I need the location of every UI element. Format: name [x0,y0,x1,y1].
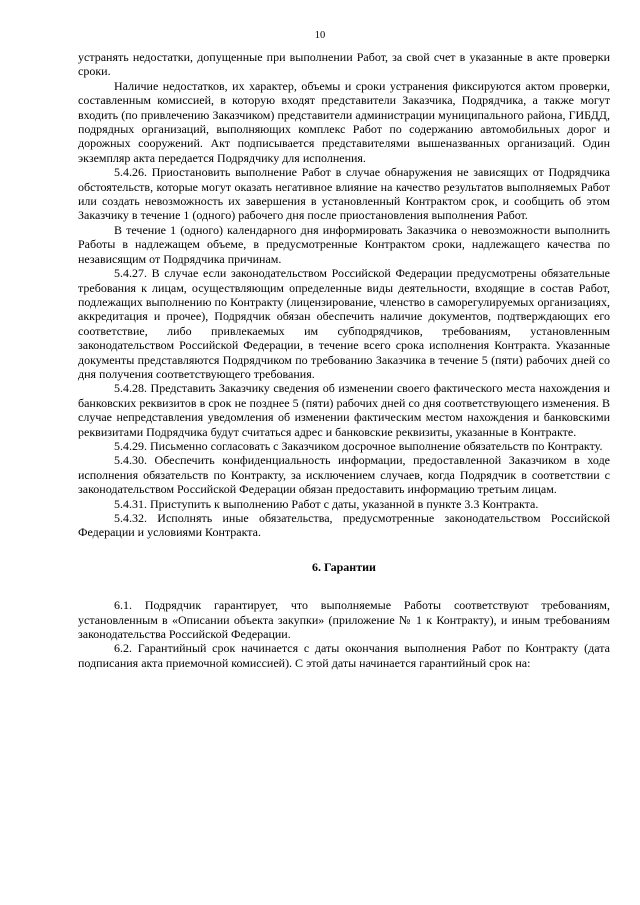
paragraph-5-4-31: 5.4.31. Приступить к выполнению Работ с даты, указанной в пункте 3.3 Контракта. [114,496,539,511]
paragraph-5-4-29: 5.4.29. Письменно согласовать с Заказчиком досрочное выполнение обязательств по Контракту. [114,438,603,453]
paragraph-5-4-27: 5.4.27. В случае если законодательством Российской Федерации предусмотрены обязательные требования к лицам, осуществляющим определенные виды деятельности, входящие в состав Работ, подлежащих выполнению по Контракту (лицензирование, членство в саморегулируемых организациях, аккредитация и прочее), Подрядчик обязан обеспечить наличие документов, подтверждающих его соответствие, либо привлекаемых им субподрядчиков, требованиям, установленным законодательством Российской Федерации, в течение всего срока исполнения Контракта. Указанные документы представляются Подрядчиком по требованию Заказчика в течение 5 (пяти) рабочих дней со дня получения соответствующего требования. [78,266,610,381]
paragraph-6-1: 6.1. Подрядчик гарантирует, что выполняемые Работы соответствуют требованиям, установленным в «Описании объекта закупки» (приложение № 1 к Контракту), и иным требованиям законодательства Российской Федерации. [78,598,610,642]
paragraph-defects-act: Наличие недостатков, их характер, объемы и сроки устранения фиксируются актом проверки, составленным комиссией, в которую входят представители Заказчика, Подрядчика, а также могут входить (по привлечению Заказчиком) представители администрации муниципального района, ГИБДД, подрядных организаций, выполняющих комплекс Работ по содержанию автомобильных дорог и дорожных сооружений. Акт подписывается представителями вышеназванных организаций. Один экземпляр акта передается Подрядчику для исполнения. [78,78,610,165]
paragraph-5-4-28: 5.4.28. Представить Заказчику сведения об изменении своего фактического места нахождения и банковских реквизитов в срок не позднее 5 (пяти) рабочих дней со дня соответствующего изменения. В случае непредставления уведомления об изменении фактическим местом нахождения и банковскими реквизитами Подрядчика будут считаться адрес и банковские реквизиты, указанные в Контракте. [78,381,610,439]
section-heading-guarantees: 6. Гарантии [312,559,376,574]
paragraph-5-4-32: 5.4.32. Исполнять иные обязательства, предусмотренные законодательством Российской Федерации и условиями Контракта. [78,511,610,540]
document-body [78,50,610,670]
paragraph-5-4-30: 5.4.30. Обеспечить конфиденциальность информации, предоставленной Заказчиком в ходе исполнения обязательств по Контракту, за исключением случаев, когда Подрядчик в соответствии с законодательством Российской Федерации обязан предоставить информацию третьим лицам. [78,453,610,497]
paragraph-continuation: устранять недостатки, допущенные при выполнении Работ, за свой счет в указанные в акте проверки сроки. [78,50,610,79]
paragraph-6-2: 6.2. Гарантийный срок начинается с даты окончания выполнения Работ по Контракту (дата подписания акта приемочной комиссией). С этой даты начинается гарантийный срок на: [78,641,610,670]
paragraph-5-4-26: 5.4.26. Приостановить выполнение Работ в случае обнаружения не зависящих от Подрядчика обстоятельств, которые могут оказать негативное влияние на качество результатов выполняемых Работ или создать невозможность их завершения в установленный Контрактом срок, и сообщить об этом Заказчику в течение 1 (одного) рабочего дня после приостановления выполнения Работ. [78,165,610,223]
page-number: 10 [314,30,326,41]
paragraph-5-4-26-inform: В течение 1 (одного) календарного дня информировать Заказчика о невозможности выполнить Работы в надлежащем объеме, в предусмотренные Контрактом сроки, надлежащего качества по независящим от Подрядчика причинам. [78,222,610,266]
